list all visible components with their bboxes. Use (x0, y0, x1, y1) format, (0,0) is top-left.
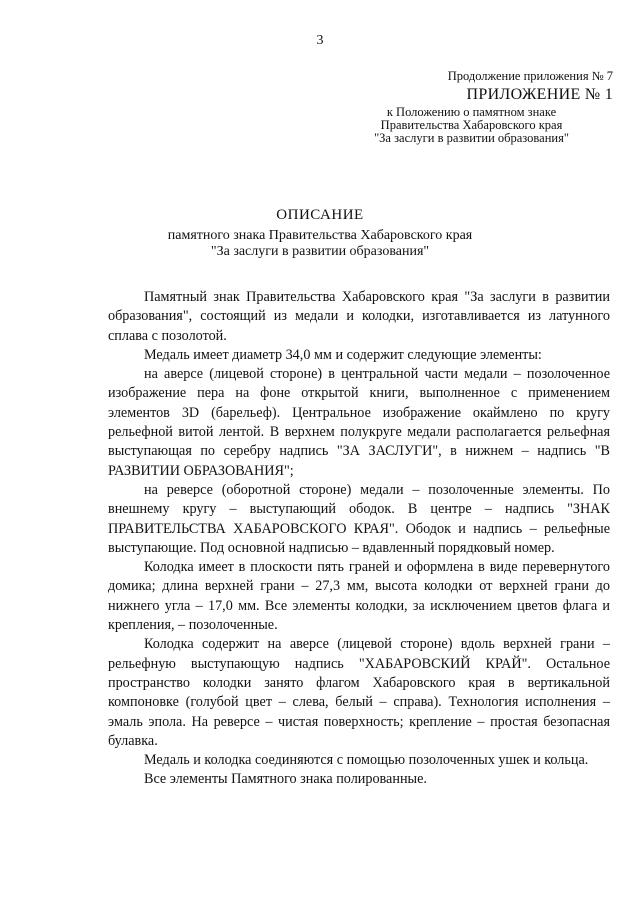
paragraph: Колодка имеет в плоскости пять граней и оформлена в виде перевернутого домика; длина верхней грани – 27,3 мм, высота колодки от верхней грани до нижнего угла – 17,0 мм. Все элементы колодки, за исключением цветов флага и крепления, – позолоченные. (108, 559, 610, 634)
paragraph: Медаль имеет диаметр 34,0 мм и содержит следующие элементы: (144, 346, 542, 363)
page-number: 3 (316, 33, 324, 48)
document-subtitle-line: "За заслуги в развитии образования" (210, 244, 430, 259)
paragraph: Медаль и колодка соединяются с помощью позолоченных ушек и кольца. (144, 752, 589, 769)
appendix-reference (330, 106, 613, 145)
document-subtitle (0, 228, 640, 260)
appendix-reference-line: к Положению о памятном знаке (386, 105, 557, 119)
appendix-header (330, 70, 613, 145)
paragraph: Памятный знак Правительства Хабаровского края "За заслуги в развитии образования", состоящий из медали и колодки, изготавливается из латунного сплава с позолотой. (108, 289, 610, 344)
paragraph: на аверсе (лицевой стороне) в центральной части медали – позолоченное изображение пера на фоне открытой книги, выполненное с применением элементов 3D (барельеф). Центральное изображение окаймлено по кругу рельефной витой лентой. В верхнем полукруге медали располагается рельефная выступающая по серебру надпись "ЗА ЗАСЛУГИ", в нижнем – надпись "В РАЗВИТИИ ОБРАЗОВАНИЯ"; (108, 366, 610, 479)
appendix-continuation: Продолжение приложения № 7 (447, 69, 613, 83)
appendix-reference-line: Правительства Хабаровского края (380, 118, 563, 132)
appendix-title: ПРИЛОЖЕНИЕ № 1 (466, 86, 613, 103)
paragraph: на реверсе (оборотной стороне) медали – позолоченные элементы. По внешнему кругу – выступающий ободок. В центре – надпись "ЗНАК ПРАВИТЕЛЬСТВА ХАБАРОВСКОГО КРАЯ". Ободок и надпись – рельефные выступающие. Под основной надписью – вдавленный порядковый номер. (108, 481, 610, 556)
paragraph: Все элементы Памятного знака полированные. (144, 771, 427, 788)
document-subtitle-line: памятного знака Правительства Хабаровского края (167, 228, 473, 243)
document-title: ОПИСАНИЕ (276, 207, 364, 223)
paragraph: Колодка содержит на аверсе (лицевой стороне) вдоль верхней грани – рельефную выступающую надпись "ХАБАРОВСКИЙ КРАЙ". Остальное пространство колодки занято флагом Хабаровского края в вертикальной компоновке (голубой цвет – слева, белый – справа). Технология исполнения – эмаль эпола. На реверсе – чистая поверхность; крепление – простая безопасная булавка. (108, 636, 610, 749)
document-body (108, 288, 610, 790)
appendix-reference-line: "За заслуги в развитии образования" (374, 131, 569, 145)
